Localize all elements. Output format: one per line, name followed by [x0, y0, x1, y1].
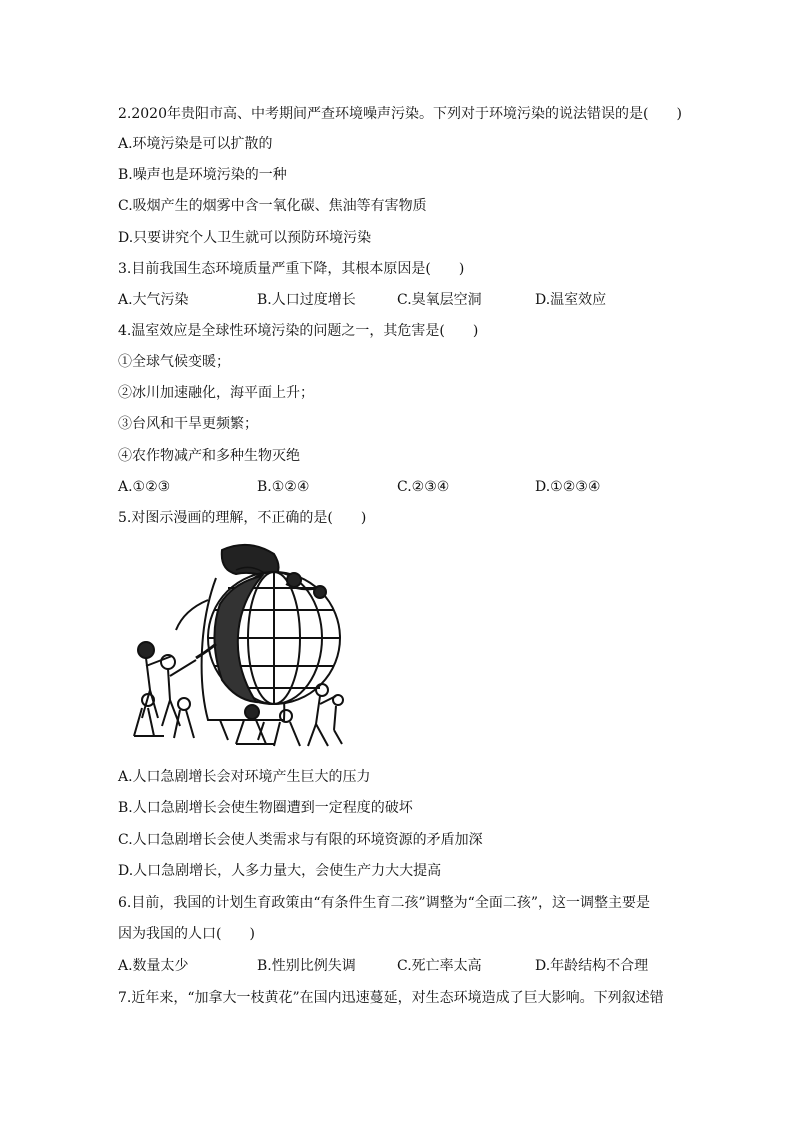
- q3-option-a: A.大气污染: [118, 292, 189, 308]
- q2-option-b: B.噪声也是环境污染的一种: [118, 167, 287, 183]
- q2-option-a: A.环境污染是可以扩散的: [118, 136, 273, 152]
- q6-option-c: C.死亡率太高: [397, 958, 482, 974]
- q2-option-d: D.只要讲究个人卫生就可以预防环境污染: [118, 230, 372, 246]
- q4-item-2: ②冰川加速融化，海平面上升；: [118, 385, 314, 401]
- q4-option-d: D.①②③④: [535, 479, 601, 495]
- q7-stem-line1: 7.近年来，“加拿大一枝黄花”在国内迅速蔓延，对生态环境造成了巨大影响。下列叙述错: [118, 990, 664, 1006]
- q4-stem: 4.温室效应是全球性环境污染的问题之一，其危害是( ): [118, 323, 479, 339]
- q2-option-c: C.吸烟产生的烟雾中含一氧化碳、焦油等有害物质: [118, 198, 427, 214]
- q6-option-b: B.性别比例失调: [257, 958, 356, 974]
- q4-item-1: ①全球气候变暖；: [118, 354, 230, 370]
- population-globe-cartoon: [124, 540, 356, 752]
- q3-option-d: D.温室效应: [535, 292, 607, 308]
- q5-option-d: D.人口急剧增长，人多力量大，会使生产力大大提高: [118, 863, 442, 879]
- q6-option-a: A.数量太少: [118, 958, 189, 974]
- q4-option-c: C.②③④: [397, 479, 450, 495]
- q5-option-a: A.人口急剧增长会对环境产生巨大的压力: [118, 769, 371, 785]
- q6-option-d: D.年龄结构不合理: [535, 958, 649, 974]
- q4-item-3: ③台风和干旱更频繁；: [118, 416, 258, 432]
- q5-option-b: B.人口急剧增长会使生物圈遭到一定程度的破坏: [118, 800, 413, 816]
- q4-item-4: ④农作物减产和多种生物灭绝: [118, 448, 300, 464]
- q4-option-b: B.①②④: [257, 479, 310, 495]
- q2-stem: 2.2020年贵阳市高、中考期间严查环境噪声污染。下列对于环境污染的说法错误的是( ): [118, 106, 682, 122]
- q6-stem-line1: 6.目前，我国的计划生育政策由“有条件生育二孩”调整为“全面二孩”，这一调整主要是: [118, 895, 650, 911]
- q3-option-b: B.人口过度增长: [257, 292, 356, 308]
- q4-option-a: A.①②③: [118, 479, 171, 495]
- q5-option-c: C.人口急剧增长会使人类需求与有限的环境资源的矛盾加深: [118, 832, 483, 848]
- q3-stem: 3.目前我国生态环境质量严重下降，其根本原因是( ): [118, 261, 465, 277]
- q3-option-c: C.臭氧层空洞: [397, 292, 482, 308]
- q6-stem-line2: 因为我国的人口( ): [118, 926, 255, 942]
- q5-stem: 5.对图示漫画的理解，不正确的是( ): [118, 510, 367, 526]
